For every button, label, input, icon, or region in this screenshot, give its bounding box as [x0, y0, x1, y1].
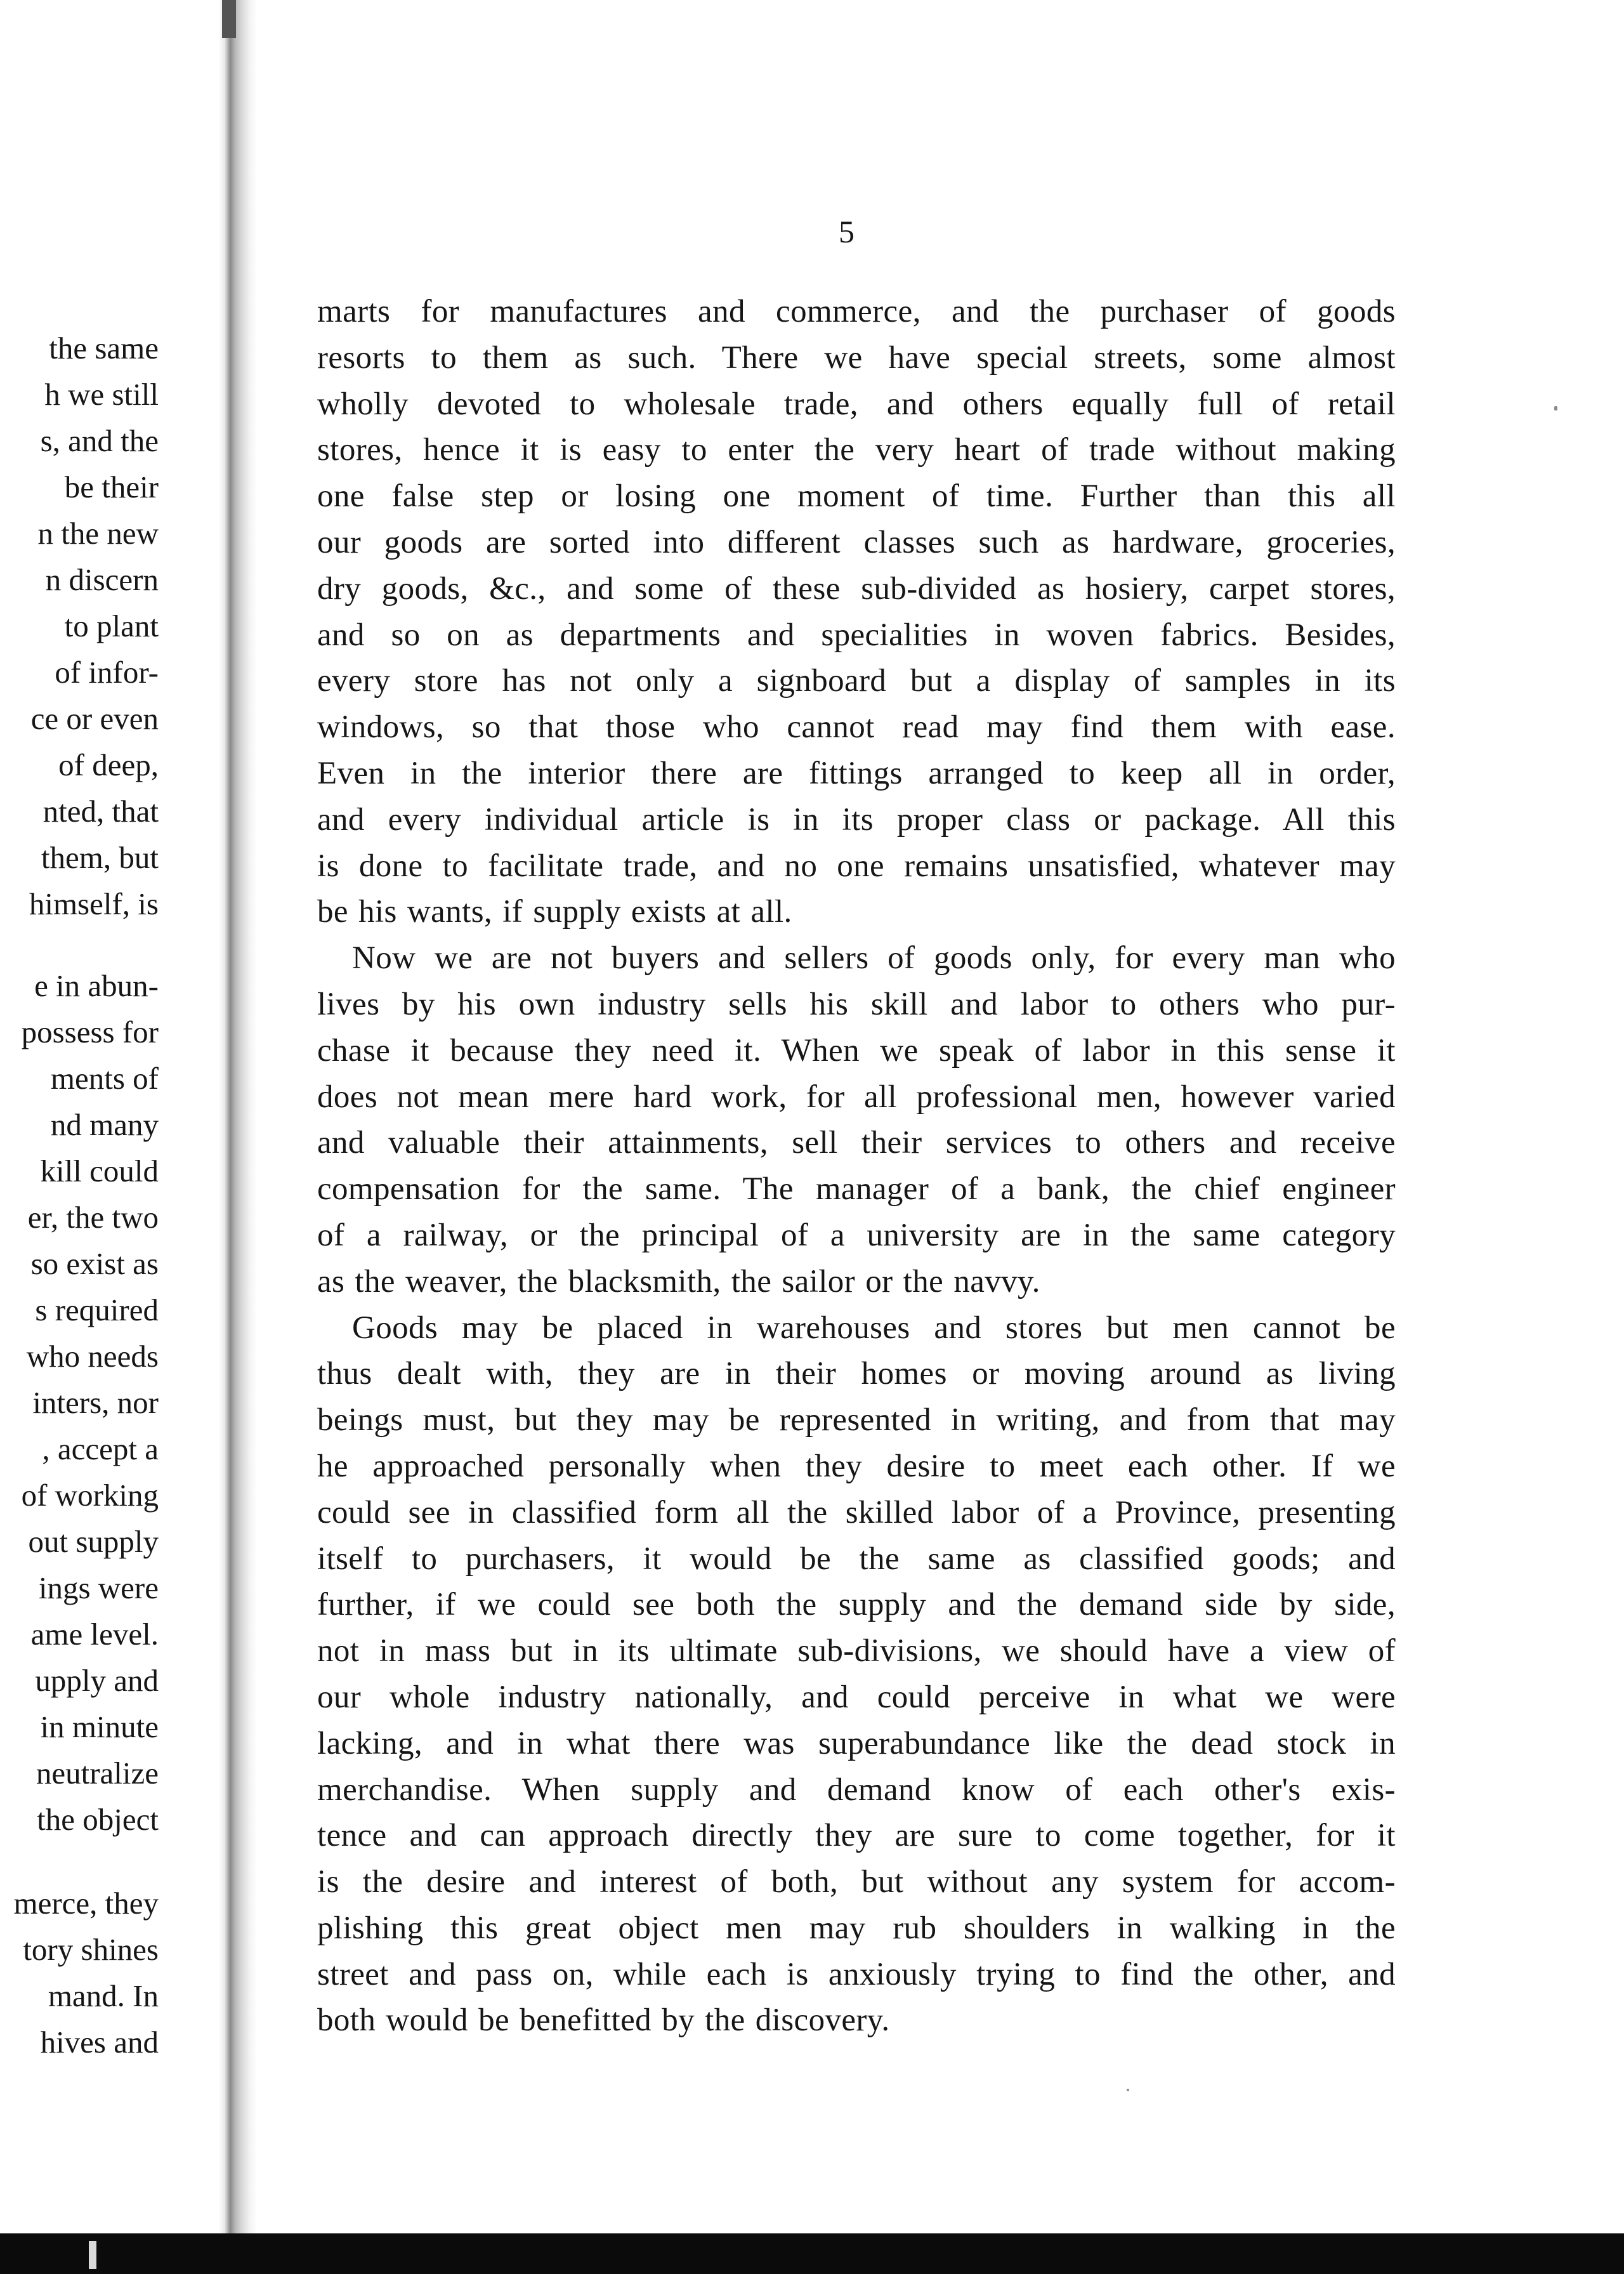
text-line: Goods may be placed in warehouses and stores but men cannot be	[352, 1310, 1396, 1346]
left-fragment: tory shines	[23, 1932, 159, 1967]
text-line: is done to facilitate trade, and no one remains unsatisfied, whatever may	[317, 848, 1396, 884]
left-fragment: nted, that	[43, 794, 159, 829]
left-fragment: possess for	[21, 1015, 159, 1049]
text-line: further, if we could see both the supply and the demand side by side,	[317, 1587, 1396, 1623]
text-line: street and pass on, while each is anxiously trying to find the other, and	[317, 1956, 1396, 1992]
text-line: windows, so that those who cannot read may find them with ease.	[317, 709, 1396, 746]
left-fragment: out supply	[28, 1524, 159, 1559]
gutter-shadow-top	[222, 0, 236, 38]
left-fragment: nd many	[50, 1107, 159, 1142]
left-fragment: the same	[49, 331, 159, 365]
left-fragment: upply and	[35, 1663, 159, 1698]
text-line: compensation for the same. The manager of a bank, the chief engineer	[317, 1171, 1396, 1207]
text-line: our whole industry nationally, and could perceive in what we were	[317, 1679, 1396, 1715]
body-text	[317, 289, 1396, 2044]
text-line: thus dealt with, they are in their homes or moving around as living	[317, 1356, 1396, 1392]
left-fragment: of infor-	[55, 655, 159, 690]
left-fragment: in minute	[40, 1709, 159, 1744]
text-line: one false step or losing one moment of time. Further than this all	[317, 478, 1396, 515]
left-fragment: himself, is	[29, 886, 159, 921]
text-line: lives by his own industry sells his skill and labor to others who pur-	[317, 986, 1396, 1022]
text-line: tence and can approach directly they are sure to come together, for it	[317, 1818, 1396, 1854]
scan-bottom-border	[0, 2233, 1624, 2274]
left-fragment: kill could	[40, 1153, 159, 1188]
left-fragment: of working	[21, 1478, 159, 1513]
left-fragment: ments of	[50, 1061, 159, 1096]
left-fragment: ame level.	[30, 1617, 159, 1652]
left-fragment: h we still	[44, 377, 159, 412]
text-line: lacking, and in what there was superabundance like the dead stock in	[317, 1725, 1396, 1761]
text-line: dry goods, &c., and some of these sub-divided as hosiery, carpet stores,	[317, 570, 1396, 607]
left-fragment: , accept a	[42, 1431, 159, 1466]
text-line: stores, hence it is easy to enter the very heart of trade without making	[317, 432, 1396, 468]
left-fragment: s required	[35, 1292, 159, 1327]
text-line: of a railway, or the principal of a university are in the same category	[317, 1217, 1396, 1253]
text-line: as the weaver, the blacksmith, the sailor or the navvy.	[317, 1263, 1040, 1299]
left-fragment: of deep,	[58, 747, 159, 782]
left-fragment: n discern	[45, 562, 159, 597]
left-fragment: n the new	[37, 516, 159, 551]
text-line: and every individual article is in its proper class or package. All this	[317, 801, 1396, 838]
text-line: plishing this great object men may rub shoulders in walking in the	[317, 1910, 1396, 1946]
left-fragment: merce, they	[13, 1886, 159, 1921]
text-line: could see in classified form all the skilled labor of a Province, presenting	[317, 1494, 1396, 1530]
left-fragment: er, the two	[27, 1200, 159, 1235]
left-fragment: ings were	[38, 1570, 159, 1605]
left-fragment: neutralize	[36, 1756, 159, 1791]
left-fragment: hives and	[40, 2025, 159, 2060]
text-line: is the desire and interest of both, but without any system for accom-	[317, 1864, 1396, 1900]
left-fragment: so exist as	[30, 1246, 159, 1281]
text-line: Even in the interior there are fittings arranged to keep all in order,	[317, 755, 1396, 791]
text-line: does not mean mere hard work, for all professional men, however varied	[317, 1079, 1396, 1115]
paper-speck	[1127, 2089, 1129, 2091]
book-gutter	[219, 0, 257, 2233]
text-line: be his wants, if supply exists at all.	[317, 894, 792, 930]
left-fragment: who needs	[26, 1339, 159, 1374]
text-line: itself to purchasers, it would be the same as classified goods; and	[317, 1541, 1396, 1577]
text-line: he approached personally when they desire to meet each other. If we	[317, 1448, 1396, 1484]
paper-speck	[1554, 406, 1557, 411]
text-line: beings must, but they may be represented in writing, and from that may	[317, 1402, 1396, 1438]
text-line: not in mass but in its ultimate sub-divisions, we should have a view of	[317, 1633, 1396, 1669]
text-line: chase it because they need it. When we speak of labor in this sense it	[317, 1032, 1396, 1068]
left-page	[0, 0, 222, 2233]
left-fragment: ce or even	[30, 701, 159, 736]
text-line: both would be benefitted by the discovery.	[317, 2002, 890, 2039]
text-line: merchandise. When supply and demand know of each other's exis-	[317, 1771, 1396, 1808]
left-fragment: s, and the	[40, 423, 159, 458]
left-fragment: mand. In	[48, 1978, 159, 2013]
left-fragment: inters, nor	[32, 1385, 159, 1420]
left-fragment: the object	[37, 1802, 159, 1837]
text-line: our goods are sorted into different classes such as hardware, groceries,	[317, 524, 1396, 560]
text-line: and valuable their attainments, sell their services to others and receive	[317, 1125, 1396, 1161]
page-number: 5	[839, 214, 855, 249]
text-line: wholly devoted to wholesale trade, and others equally full of retail	[317, 386, 1396, 422]
left-fragment: e in abun-	[34, 968, 159, 1003]
left-fragment: them, but	[41, 840, 159, 875]
left-fragment: to plant	[64, 608, 159, 643]
text-line: Now we are not buyers and sellers of goods only, for every man who	[352, 940, 1396, 976]
left-fragment: be their	[64, 470, 159, 504]
text-line: marts for manufactures and commerce, and the purchaser of goods	[317, 294, 1396, 329]
scan-edge-mark	[89, 2241, 96, 2269]
text-line: every store has not only a signboard but a display of samples in its	[317, 663, 1396, 699]
text-line: and so on as departments and specialities in woven fabrics. Besides,	[317, 617, 1396, 653]
text-line: resorts to them as such. There we have special streets, some almost	[317, 339, 1396, 376]
